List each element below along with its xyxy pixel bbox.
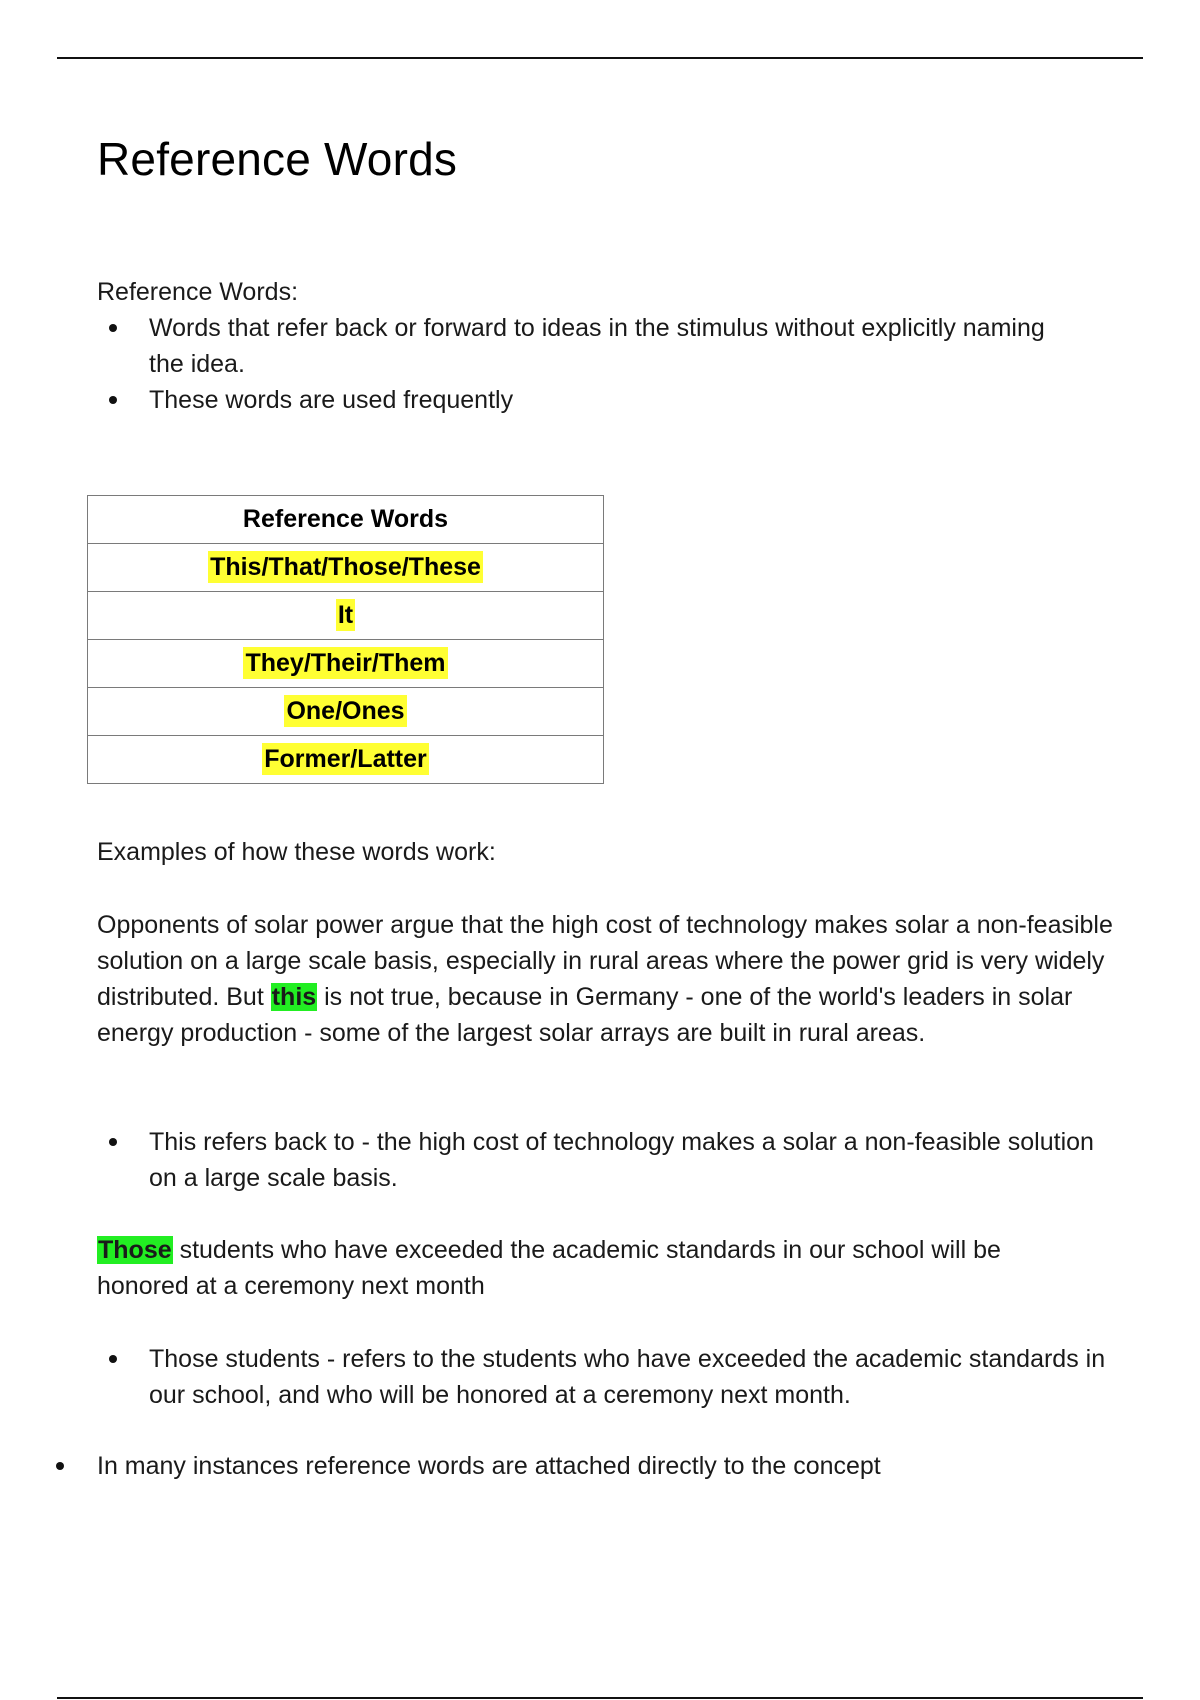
intro-label: Reference Words: <box>97 278 299 306</box>
example-1-paragraph <box>97 907 1122 1051</box>
intro-bullet: These words are used frequently <box>77 382 1077 418</box>
table-cell-highlight: Former/Latter <box>264 745 427 773</box>
example-2-text-after: students who have exceeded the academic standards in our school will be honored at a ceremony next month <box>97 1236 1001 1300</box>
bottom-rule <box>57 1697 1143 1699</box>
table-header: Reference Words <box>88 496 604 544</box>
example-2-paragraph <box>97 1232 1097 1304</box>
table-row <box>88 592 604 640</box>
table-cell-highlight: They/Their/Them <box>245 649 446 677</box>
intro-bullet-list <box>77 310 1077 418</box>
intro-section <box>97 274 1127 418</box>
table-row <box>88 544 604 592</box>
example-1-explanation-list <box>77 1124 1107 1196</box>
example-1-text-before: Opponents of solar power argue that the high cost of technology makes solar a non-feasible solution on a large scale basis, especially in rural areas where the power grid is very widely distributed. But <box>97 911 1113 1011</box>
examples-heading: Examples of how these words work: <box>97 838 496 866</box>
page-title: Reference Words <box>97 133 458 185</box>
table-cell-highlight: It <box>337 601 354 629</box>
table-row <box>88 688 604 736</box>
example-1-explanation: This refers back to - the high cost of technology makes a solar a non-feasible solution on a large scale basis. <box>77 1124 1107 1196</box>
top-rule <box>57 57 1143 59</box>
example-2-explanation-list <box>77 1341 1107 1413</box>
table-cell-highlight: This/That/Those/These <box>210 553 481 581</box>
example-1-highlight: this <box>271 983 317 1011</box>
reference-words-table <box>87 495 604 784</box>
table-cell-highlight: One/Ones <box>286 697 405 725</box>
table-header-row <box>88 496 604 544</box>
example-2-explanation: Those students - refers to the students who have exceeded the academic standards in our school, and who will be honored at a ceremony next month. <box>77 1341 1107 1413</box>
example-2-highlight: Those <box>98 1236 172 1264</box>
final-bullet-text: In many instances reference words are attached directly to the concept <box>97 1452 881 1480</box>
table-row <box>88 736 604 784</box>
table-row <box>88 640 604 688</box>
example-1-text-after: is not true, because in Germany - one of the world's leaders in solar energy production - some of the largest solar arrays are built in rural areas. <box>97 983 1073 1047</box>
final-bullet-marker <box>56 1462 64 1470</box>
intro-bullet: Words that refer back or forward to ideas in the stimulus without explicitly naming the idea. <box>77 310 1077 382</box>
